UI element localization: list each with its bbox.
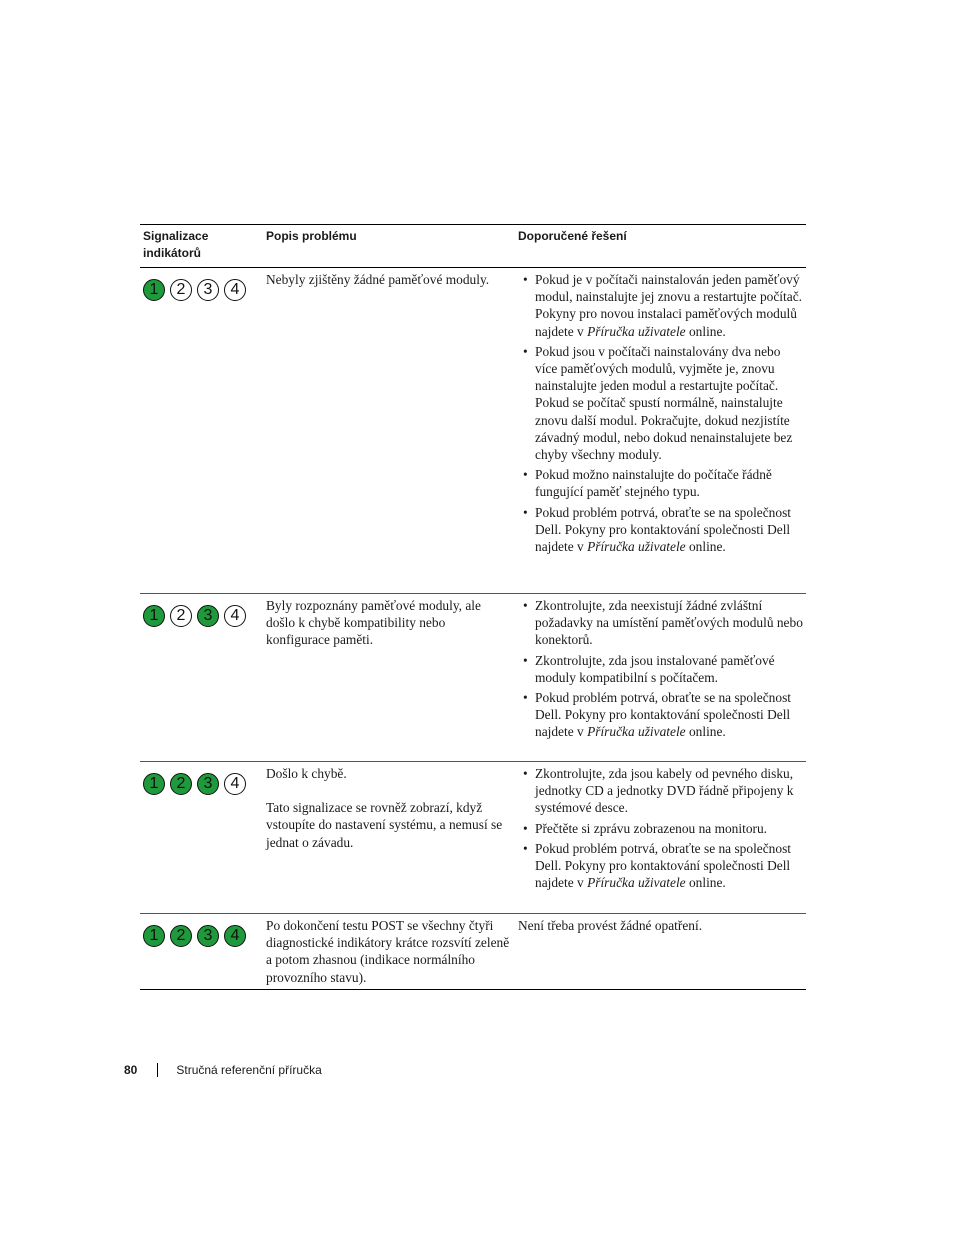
indicator-3-icon: 3	[197, 279, 219, 301]
indicator-1-icon: 1	[143, 773, 165, 795]
indicator-2-icon: 2	[170, 773, 192, 795]
solution-suffix: online.	[685, 539, 726, 555]
list-item	[518, 765, 806, 817]
indicator-3-icon: 3	[197, 925, 219, 947]
solution-list	[518, 271, 806, 555]
indicator-2-icon: 2	[170, 605, 192, 627]
indicator-1-icon: 1	[143, 925, 165, 947]
footer-title: Stručná referenční příručka	[176, 1063, 322, 1077]
solution-text: Pokud problém potrvá, obraťte se na společnost Dell. Pokyny pro kontaktování společnosti Dell najdete v	[535, 840, 791, 891]
indicator-1-icon: 1	[143, 605, 165, 627]
indicator-4-icon: 4	[224, 279, 246, 301]
solution-text: Není třeba provést žádné opatření.	[518, 918, 703, 933]
problem-description	[266, 271, 511, 288]
page-footer	[124, 1061, 322, 1079]
recommended-solution	[518, 597, 806, 744]
indicator-4-icon: 4	[224, 925, 246, 947]
problem-text: Po dokončení testu POST se všechny čtyři diagnostické indikátory krátce rozsvítí zeleně a potom zhasnou (indikace normálního provozního stavu).	[266, 918, 510, 985]
indicator-1-icon: 1	[143, 279, 165, 301]
indicator-lights	[143, 605, 251, 627]
table-row	[140, 762, 806, 914]
solution-text: Pokud jsou v počítači nainstalovány dva nebo více paměťových modulů, vyjměte je, znovu nainstalujte jeden modul a restartujte počítač. Pokud se počítač spustí normálně, nainstalujte znovu další modul. Pokračujte, dokud nezjistíte závadný modul, nebo dokud nenainstalujete bez chyby všechny moduly.	[535, 343, 793, 463]
manual-reference: Příručka uživatele	[587, 539, 686, 555]
table-row	[140, 914, 806, 989]
header-problem: Popis problému	[266, 229, 357, 243]
header-solution: Doporučené řešení	[518, 229, 627, 243]
list-item	[518, 271, 806, 340]
manual-reference: Příručka uživatele	[587, 875, 686, 891]
indicator-4-icon: 4	[224, 773, 246, 795]
list-item	[518, 343, 806, 463]
problem-description	[266, 765, 511, 851]
solution-suffix: online.	[685, 724, 726, 740]
indicator-4-icon: 4	[224, 605, 246, 627]
list-item	[518, 820, 806, 837]
list-item	[518, 466, 806, 500]
solution-text: Přečtěte si zprávu zobrazenou na monitoru.	[535, 820, 768, 836]
table-row	[140, 594, 806, 762]
indicator-2-icon: 2	[170, 925, 192, 947]
solution-text: Zkontrolujte, zda jsou instalované paměťové moduly kompatibilní s počítačem.	[535, 652, 775, 685]
problem-text: Tato signalizace se rovněž zobrazí, když vstoupíte do nastavení systému, a nemusí se jednat o závadu.	[266, 800, 503, 850]
problem-text: Nebyly zjištěny žádné paměťové moduly.	[266, 272, 490, 287]
problem-description	[266, 917, 511, 986]
list-item	[518, 840, 806, 892]
footer-divider	[157, 1063, 158, 1077]
indicator-lights	[143, 925, 251, 947]
manual-reference: Příručka uživatele	[587, 323, 686, 339]
solution-text: Pokud je v počítači nainstalován jeden paměťový modul, nainstalujte jej znovu a restartujte počítač. Pokyny pro novou instalaci paměťových modulů najdete v	[535, 272, 802, 339]
problem-text: Došlo k chybě.	[266, 766, 347, 781]
problem-description	[266, 597, 511, 649]
recommended-solution	[518, 765, 806, 894]
table-header	[140, 225, 806, 268]
solution-text: Zkontrolujte, zda jsou kabely od pevného disku, jednotky CD a jednotky DVD řádně připojeny k systémové desce.	[535, 766, 794, 816]
solution-text: Zkontrolujte, zda neexistují žádné zvláštní požadavky na umístění paměťových modulů nebo konektorů.	[535, 598, 803, 648]
indicator-lights	[143, 773, 251, 795]
solution-suffix: online.	[685, 323, 726, 339]
solution-suffix: online.	[685, 875, 726, 891]
recommended-solution	[518, 271, 806, 558]
list-item	[518, 504, 806, 556]
solution-text: Pokud problém potrvá, obraťte se na společnost Dell. Pokyny pro kontaktování společnosti Dell najdete v	[535, 504, 791, 555]
diagnostic-lights-table	[140, 224, 806, 990]
solution-list	[518, 597, 806, 741]
indicator-2-icon: 2	[170, 279, 192, 301]
list-item	[518, 689, 806, 741]
indicator-lights	[143, 279, 251, 301]
problem-text: Byly rozpoznány paměťové moduly, ale došlo k chybě kompatibility nebo konfigurace paměti.	[266, 598, 481, 648]
solution-text: Pokud možno nainstalujte do počítače řádně fungující paměť stejného typu.	[535, 467, 772, 500]
solution-text: Pokud problém potrvá, obraťte se na společnost Dell. Pokyny pro kontaktování společnosti Dell najdete v	[535, 690, 791, 740]
list-item	[518, 597, 806, 649]
page-number: 80	[124, 1063, 138, 1077]
solution-list	[518, 765, 806, 891]
list-item	[518, 652, 806, 686]
indicator-3-icon: 3	[197, 773, 219, 795]
manual-reference: Příručka uživatele	[587, 724, 686, 740]
header-signal: Signalizace indikátorů	[143, 229, 209, 260]
table-row	[140, 268, 806, 594]
indicator-3-icon: 3	[197, 605, 219, 627]
recommended-solution	[518, 917, 806, 934]
